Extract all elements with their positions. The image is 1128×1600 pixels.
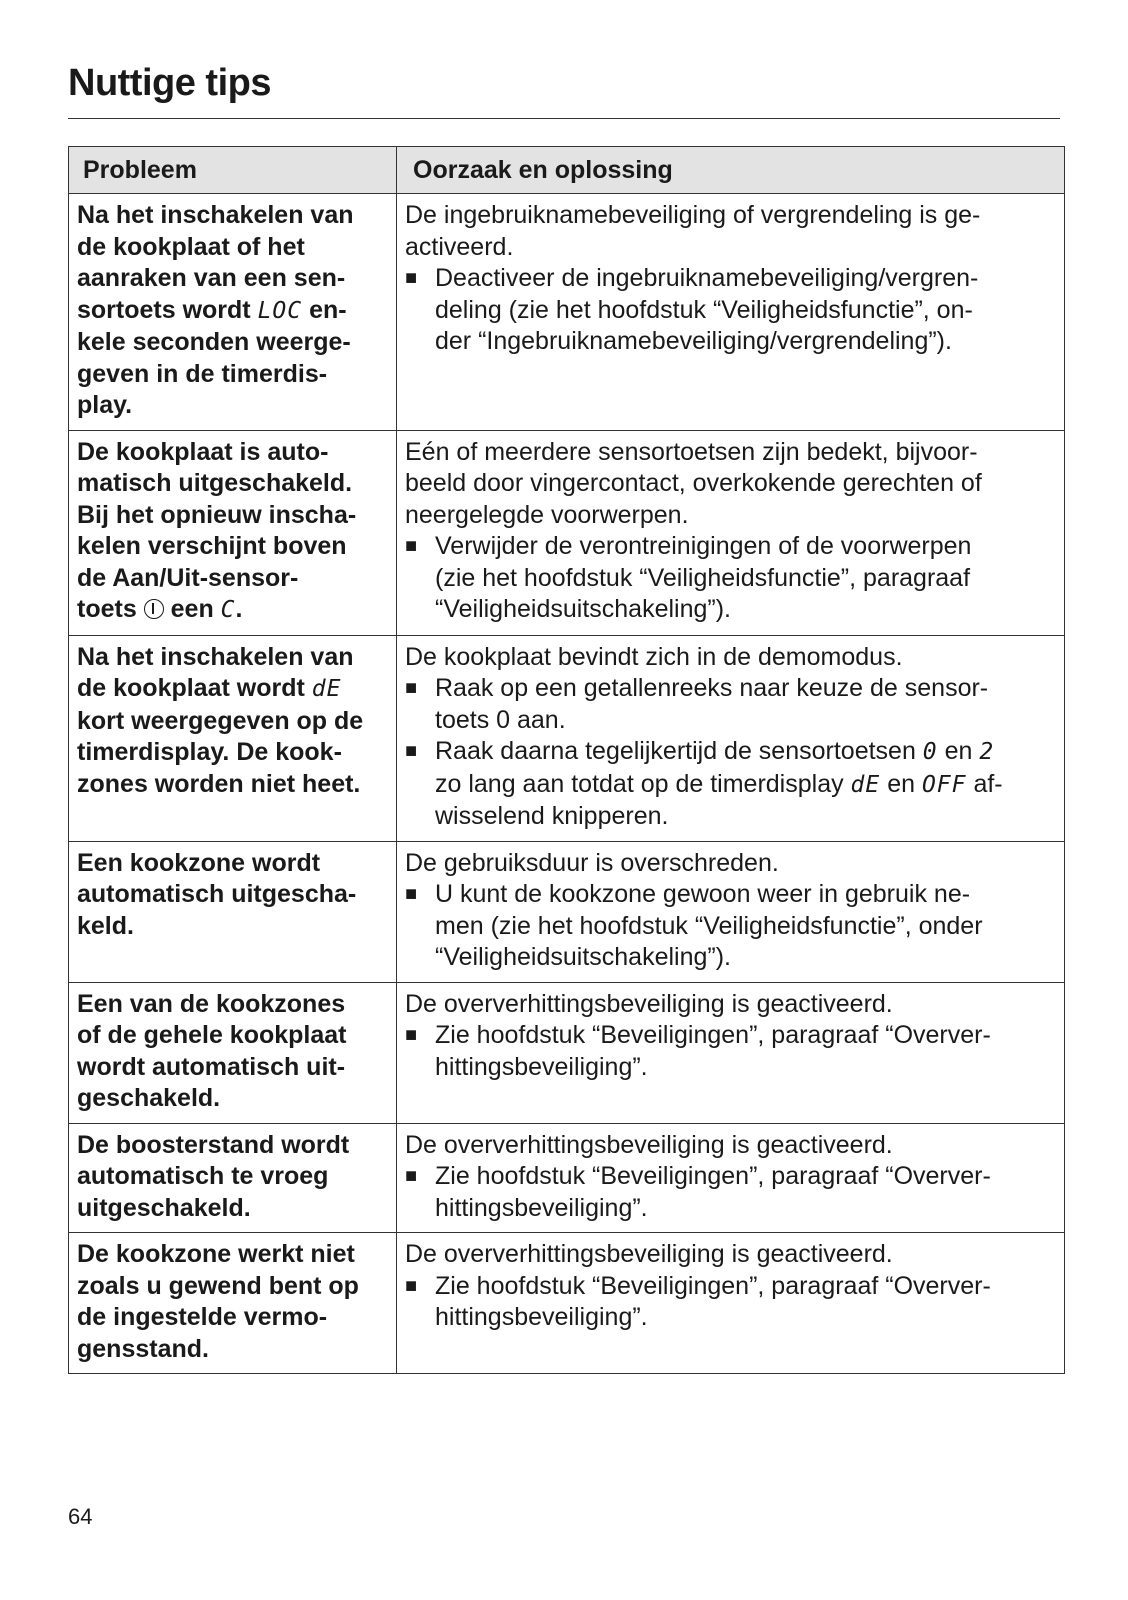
solution-item — [405, 1271, 1052, 1334]
problem-cell — [69, 982, 397, 1123]
solution-line: “Veiligheidsuitschakeling”). — [435, 595, 731, 623]
solution-line: Deactiveer de ingebruiknamebeveiliging/vergren- — [435, 264, 979, 292]
solution-item — [405, 531, 1052, 626]
cause-text — [405, 989, 1052, 1021]
problem-line: de kookplaat of het — [77, 232, 305, 261]
solution-item — [405, 263, 1052, 358]
problem-line: zoals u gewend bent op — [77, 1271, 359, 1300]
display-code-de: dE — [311, 676, 342, 702]
problem-line: kelen verschijnt boven — [77, 532, 347, 560]
problem-line: toets — [77, 595, 144, 623]
solution-line: Raak op een getallenreeks naar keuze de sensor- — [435, 674, 989, 702]
solution-item — [405, 1161, 1052, 1224]
display-code-loc: LOC — [257, 297, 303, 324]
problem-cell — [69, 635, 397, 841]
solution-line: der “Ingebruiknamebeveiliging/vergrendeling”). — [435, 327, 952, 355]
table-row — [69, 635, 1065, 841]
cause-cell — [397, 1123, 1065, 1233]
solution-line: (zie het hoofdstuk “Veiligheidsfunctie”, paragraaf — [435, 563, 971, 592]
table-header-row — [69, 147, 1065, 194]
solution-line: deling (zie het hoofdstuk “Veiligheidsfunctie”, on- — [435, 295, 973, 324]
solution-line: hittingsbeveiliging”. — [435, 1052, 648, 1081]
solution-line: en — [937, 737, 980, 765]
problem-line: De kookplaat is auto- — [77, 437, 329, 466]
black-square-bullet-icon: ■ — [405, 1024, 418, 1046]
cause-cell — [397, 1233, 1065, 1374]
solution-line: men (zie het hoofdstuk “Veiligheidsfunctie”, onder — [435, 911, 983, 940]
problem-line: De boosterstand wordt — [77, 1130, 350, 1159]
problem-line: een — [163, 595, 221, 623]
cause-text — [405, 1239, 1052, 1271]
table-row — [69, 1233, 1065, 1374]
cause-cell — [397, 982, 1065, 1123]
problem-line: . — [235, 595, 243, 623]
solution-line: zo lang aan totdat op de timerdisplay — [435, 769, 851, 798]
solution-line: hittingsbeveiliging”. — [435, 1303, 648, 1331]
problem-cell — [69, 1123, 397, 1233]
problem-line: automatisch uitgescha- — [77, 880, 357, 908]
display-code-off: OFF — [921, 771, 967, 798]
solution-item — [405, 879, 1052, 974]
cause-line: neergelegde voorwerpen. — [405, 500, 689, 529]
problem-line: keld. — [77, 911, 134, 940]
table-row — [69, 982, 1065, 1123]
problem-line: Een van de kookzones — [77, 989, 346, 1018]
page-title: Nuttige tips — [68, 62, 271, 104]
problem-line: zones worden niet heet. — [77, 769, 361, 798]
problem-line: gensstand. — [77, 1334, 209, 1363]
problem-line: aanraken van een sen- — [77, 264, 346, 292]
display-code-2: 2 — [979, 739, 995, 765]
problem-cell — [69, 1233, 397, 1374]
problem-line: Een kookzone wordt — [77, 848, 321, 877]
problem-line: of de gehele kookplaat — [77, 1021, 347, 1049]
problem-cell — [69, 194, 397, 431]
problem-line: Na het inschakelen van — [77, 642, 354, 671]
problem-cell — [69, 430, 397, 635]
black-square-bullet-icon: ■ — [405, 535, 418, 557]
table-row — [69, 841, 1065, 982]
cause-line: De ingebruiknamebeveiliging of vergrendeling is ge- — [405, 201, 981, 229]
problem-line: kort weergegeven op de — [77, 706, 364, 735]
problem-line: de ingestelde vermo- — [77, 1303, 328, 1331]
cause-text — [405, 437, 1052, 532]
solution-line: Verwijder de verontreinigingen of de voorwerpen — [435, 532, 972, 560]
solution-line: “Veiligheidsuitschakeling”). — [435, 943, 731, 971]
problem-line: Bij het opnieuw inscha- — [77, 500, 357, 529]
solution-line: hittingsbeveiliging”. — [435, 1193, 648, 1222]
problem-line: en- — [302, 295, 347, 324]
problem-line: de Aan/Uit-sensor- — [77, 563, 299, 592]
problem-line: automatisch te vroeg — [77, 1162, 329, 1190]
solution-line: Raak daarna tegelijkertijd de sensortoetsen — [435, 737, 923, 765]
black-square-bullet-icon: ■ — [405, 1274, 418, 1297]
display-code-de: dE — [850, 771, 881, 798]
problem-line: De kookzone werkt niet — [77, 1240, 355, 1268]
table-row — [69, 194, 1065, 431]
cause-cell — [397, 635, 1065, 841]
problem-line: wordt automatisch uit- — [77, 1052, 346, 1081]
solution-line: wisselend knipperen. — [435, 802, 669, 830]
problem-line: kele seconden weerge- — [77, 328, 351, 356]
page-number: 64 — [68, 1504, 93, 1529]
solution-line: Zie hoofdstuk “Beveiligingen”, paragraaf “Overver- — [435, 1162, 991, 1190]
problem-line: de kookplaat wordt — [77, 674, 312, 702]
solution-line: af- — [966, 769, 1003, 798]
problem-line: matisch uitgeschakeld. — [77, 469, 353, 497]
problem-line: sortoets wordt — [77, 295, 258, 324]
problem-line: geschakeld. — [77, 1084, 221, 1112]
cause-text — [405, 1130, 1052, 1162]
solution-item — [405, 1020, 1052, 1083]
on-off-sensor-icon — [144, 599, 164, 619]
cause-text — [405, 848, 1052, 880]
problem-line: uitgeschakeld. — [77, 1193, 251, 1222]
solution-item — [405, 673, 1052, 736]
cause-cell — [397, 430, 1065, 635]
cause-line: De oververhittingsbeveiliging is geactiveerd. — [405, 1130, 893, 1159]
table-row — [69, 1123, 1065, 1233]
cause-text — [405, 642, 1052, 674]
header-problem: Probleem — [69, 147, 397, 194]
black-square-bullet-icon: ■ — [405, 677, 418, 699]
black-square-bullet-icon: ■ — [405, 883, 418, 905]
cause-line: De oververhittingsbeveiliging is geactiveerd. — [405, 1240, 893, 1268]
problem-cell — [69, 841, 397, 982]
solution-line: U kunt de kookzone gewoon weer in gebruik ne- — [435, 880, 971, 908]
cause-line: De gebruiksduur is overschreden. — [405, 848, 779, 877]
black-square-bullet-icon: ■ — [405, 1165, 418, 1187]
cause-cell — [397, 194, 1065, 431]
solution-line: en — [880, 769, 922, 798]
cause-line: Eén of meerdere sensortoetsen zijn bedekt, bijvoor- — [405, 437, 978, 466]
cause-line: activeerd. — [405, 232, 514, 261]
display-code-c: C — [220, 597, 236, 623]
cause-text — [405, 200, 1052, 263]
solution-line: toets 0 aan. — [435, 705, 566, 734]
cause-line: beeld door vingercontact, overkokende gerechten of — [405, 469, 982, 497]
problem-line: timerdisplay. De kook- — [77, 738, 342, 766]
solution-item — [405, 736, 1052, 833]
display-code-0: 0 — [922, 739, 938, 765]
black-square-bullet-icon: ■ — [405, 267, 418, 289]
troubleshooting-table — [68, 146, 1065, 1374]
black-square-bullet-icon: ■ — [405, 740, 418, 762]
header-cause: Oorzaak en oplossing — [397, 147, 1065, 194]
cause-line: De kookplaat bevindt zich in de demomodus. — [405, 642, 903, 671]
solution-line: Zie hoofdstuk “Beveiligingen”, paragraaf “Overver- — [435, 1021, 991, 1049]
problem-line: geven in de timerdis- — [77, 359, 328, 388]
title-divider — [68, 118, 1060, 119]
cause-line: De oververhittingsbeveiliging is geactiveerd. — [405, 989, 893, 1018]
cause-cell — [397, 841, 1065, 982]
problem-line: play. — [77, 391, 133, 419]
problem-line: Na het inschakelen van — [77, 201, 354, 229]
table-row — [69, 430, 1065, 635]
solution-line: Zie hoofdstuk “Beveiligingen”, paragraaf “Overver- — [435, 1271, 991, 1300]
